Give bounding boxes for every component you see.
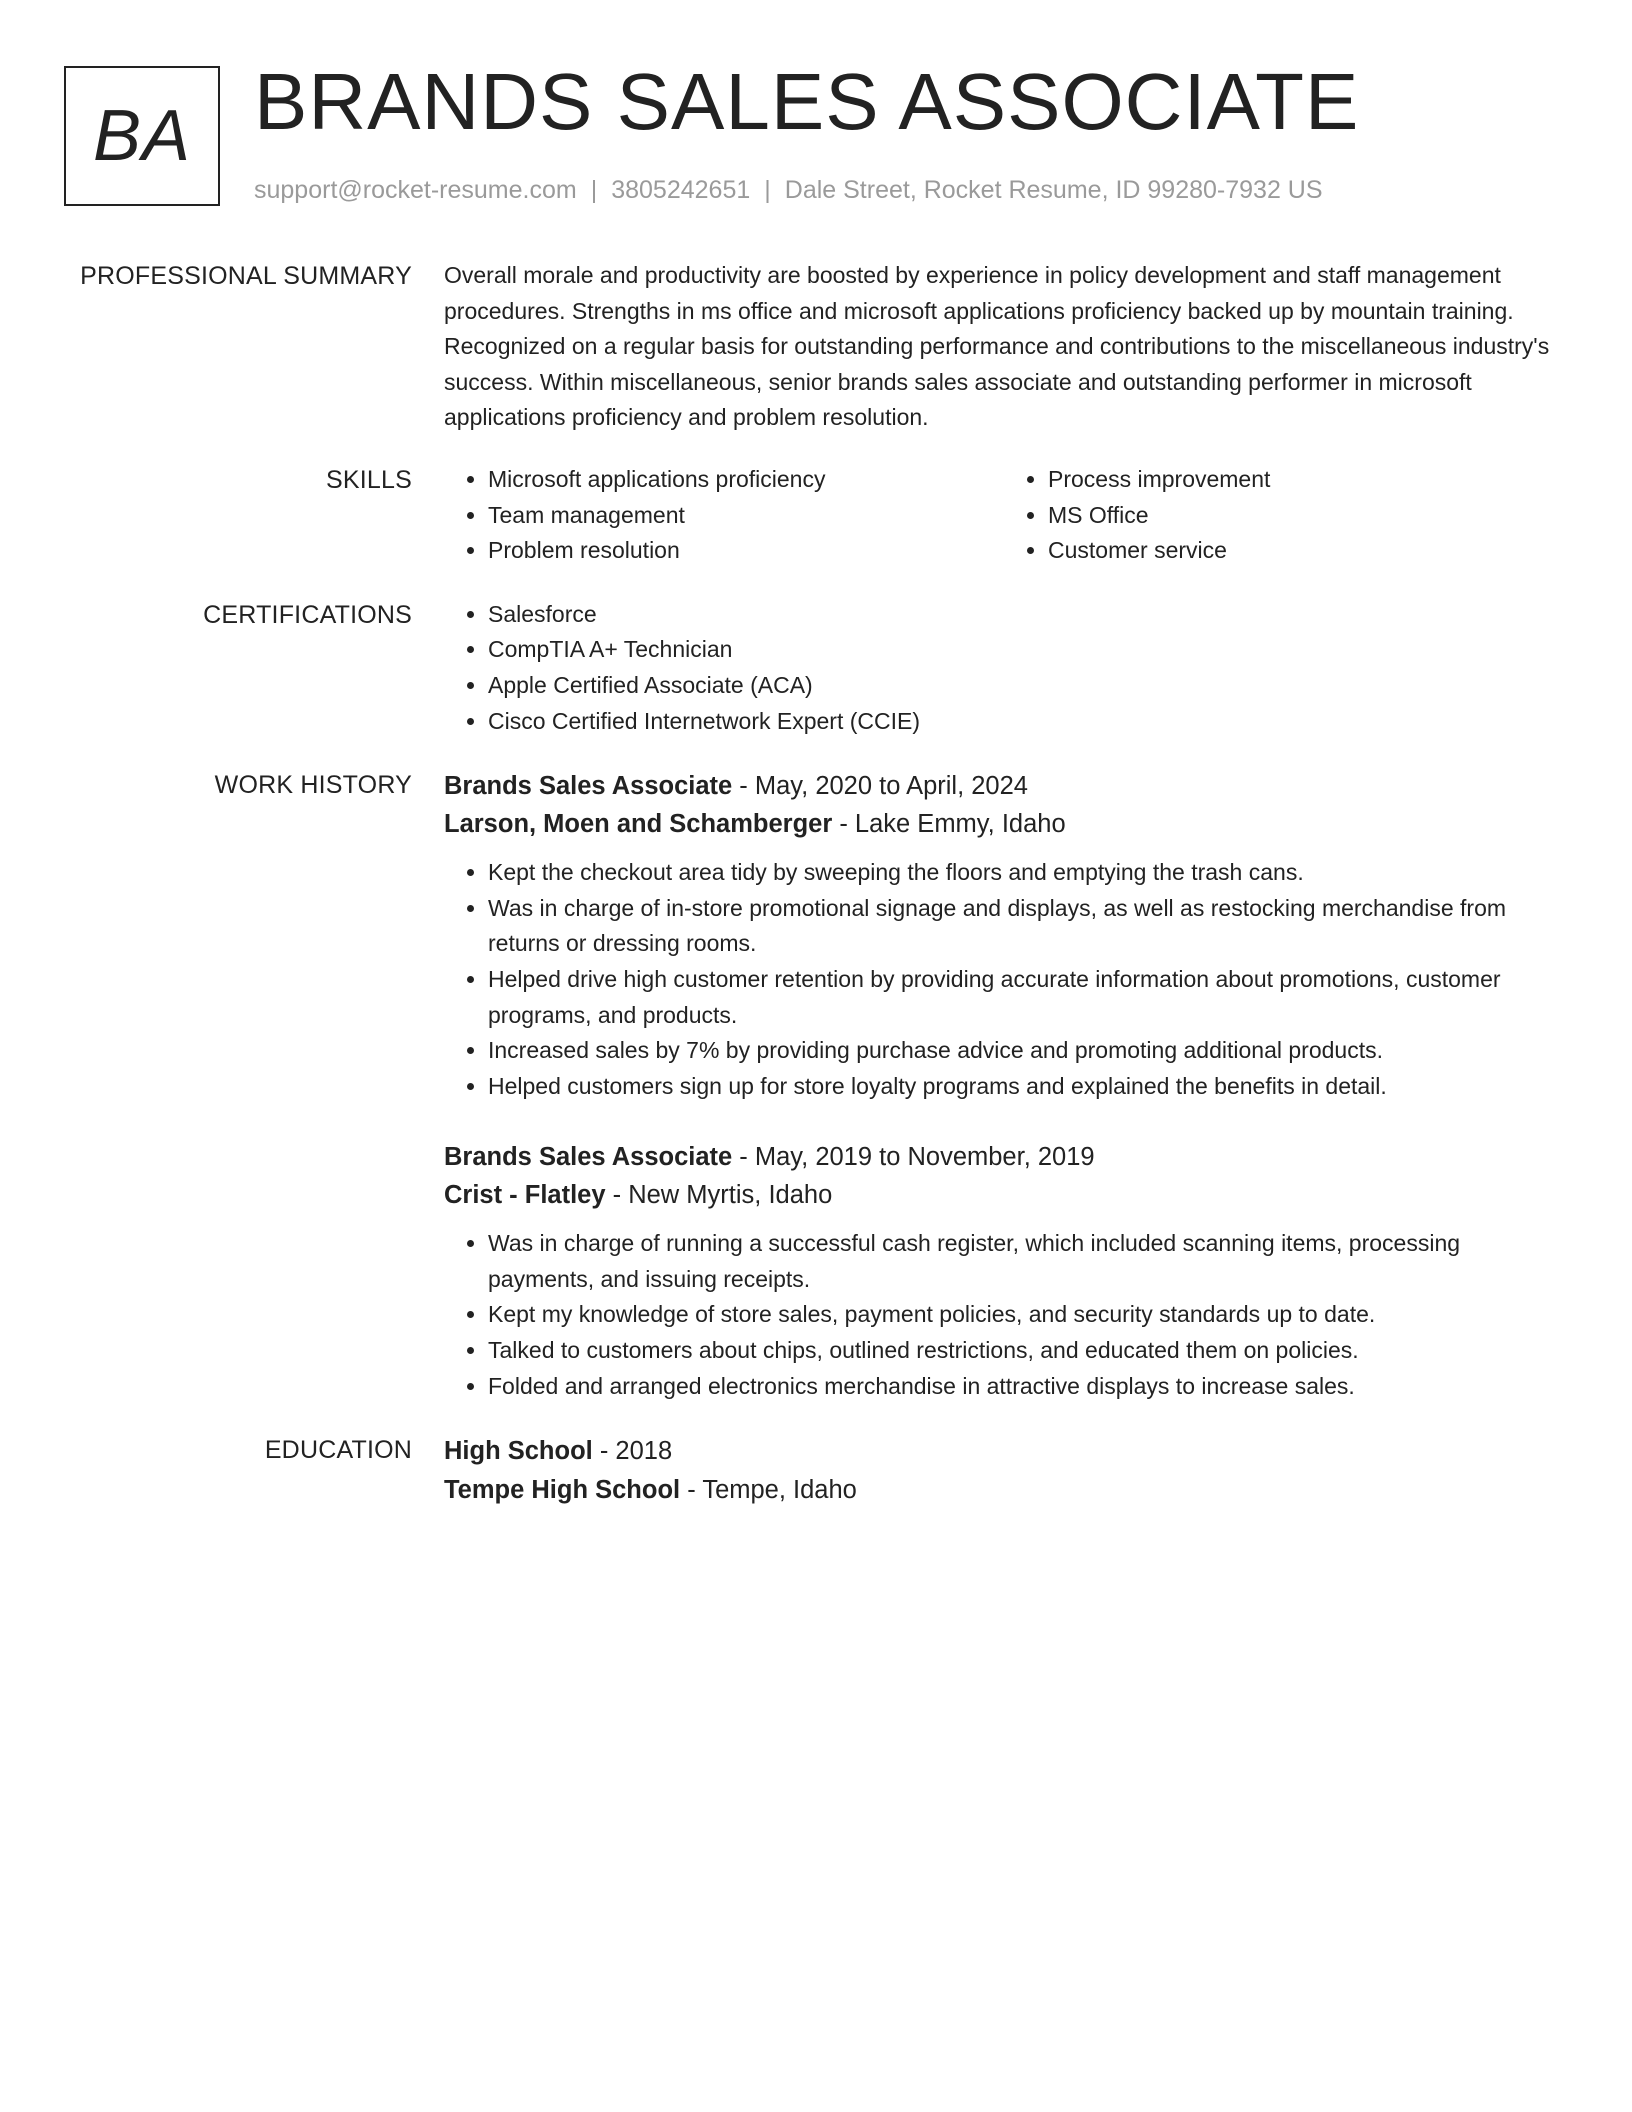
job-duty: • Kept my knowledge of store sales, payment policies, and security standards up to date. — [488, 1297, 1564, 1333]
skills-list-left — [444, 462, 1004, 569]
education-section — [0, 1432, 1632, 1509]
skills-section — [0, 462, 1632, 569]
work-history-heading: WORK HISTORY — [214, 771, 412, 800]
education-year: - 2018 — [592, 1437, 673, 1466]
job-company-line — [444, 1176, 1564, 1214]
certifications-body — [444, 597, 1564, 739]
job-dates: - May, 2019 to November, 2019 — [732, 1143, 1095, 1172]
summary-section — [0, 258, 1632, 436]
job-entry — [444, 767, 1564, 1104]
summary-text: Overall morale and productivity are boosted by experience in policy development and staff management procedures. Strengths in ms office and microsoft applications proficiency backed up by mountain training. Recognized on a regular basis for outstanding performance and contributions to the miscellaneous industry's success. Within miscellaneous, senior brands sales associate and outstanding performer in microsoft applications proficiency and problem resolution. — [444, 262, 1550, 431]
education-heading: EDUCATION — [264, 1436, 412, 1465]
contact-phone[interactable]: 3805242651 — [611, 176, 751, 204]
skill-item: • MS Office — [1048, 498, 1564, 534]
skill-item: • Microsoft applications proficiency — [488, 462, 1004, 498]
skill-item: • Problem resolution — [488, 533, 1004, 569]
job-title-line — [444, 767, 1564, 805]
education-school-line — [444, 1471, 1564, 1510]
certifications-heading: CERTIFICATIONS — [203, 600, 412, 629]
job-title: Brands Sales Associate — [444, 772, 733, 801]
resume-content — [0, 258, 1632, 1539]
certification-item: • Salesforce — [488, 597, 1564, 633]
job-location: - New Myrtis, Idaho — [605, 1181, 833, 1210]
job-duty: • Was in charge of running a successful cash register, which included scanning items, processing payments, and issuing receipts. — [488, 1226, 1564, 1297]
monogram-initials: BA — [92, 96, 192, 176]
summary-heading: PROFESSIONAL SUMMARY — [80, 262, 412, 290]
education-school: Tempe High School — [444, 1475, 681, 1504]
skills-heading: SKILLS — [326, 465, 412, 494]
skill-item: • Customer service — [1048, 533, 1564, 569]
job-duties-list — [444, 855, 1564, 1104]
certification-item: • Cisco Certified Internetwork Expert (CCIE) — [488, 704, 1564, 740]
work-history-body — [444, 767, 1564, 1404]
skills-list-right — [1004, 462, 1564, 569]
certifications-list — [444, 597, 1564, 739]
job-duty: • Was in charge of in-store promotional signage and displays, as well as restocking merchandise from returns or dressing rooms. — [488, 891, 1564, 962]
job-title: Brands Sales Associate — [444, 1143, 733, 1172]
skills-body — [444, 462, 1564, 569]
certification-item: • CompTIA A+ Technician — [488, 632, 1564, 668]
job-company: Crist - Flatley — [444, 1181, 606, 1210]
job-duty: • Talked to customers about chips, outlined restrictions, and educated them on policies. — [488, 1333, 1564, 1369]
job-location: - Lake Emmy, Idaho — [832, 810, 1066, 839]
education-location: - Tempe, Idaho — [680, 1475, 857, 1504]
job-entry — [444, 1138, 1564, 1404]
job-duty: • Helped drive high customer retention by providing accurate information about promotions, customer programs, and products. — [488, 962, 1564, 1033]
education-degree: High School — [444, 1437, 593, 1466]
contact-address: Dale Street, Rocket Resume, ID 99280-7932 US — [784, 176, 1323, 204]
monogram-box — [64, 66, 220, 206]
education-degree-line — [444, 1432, 1564, 1471]
contact-line — [254, 172, 1323, 208]
education-body — [444, 1432, 1564, 1509]
resume-title: BRANDS SALES ASSOCIATE — [254, 57, 1360, 146]
job-duty: • Increased sales by 7% by providing purchase advice and promoting additional products. — [488, 1033, 1564, 1069]
job-duties-list — [444, 1226, 1564, 1404]
skill-item: • Process improvement — [1048, 462, 1564, 498]
contact-separator: | — [590, 176, 598, 204]
job-duty: • Folded and arranged electronics merchandise in attractive displays to increase sales. — [488, 1369, 1564, 1405]
summary-body — [444, 258, 1564, 436]
job-duty: • Helped customers sign up for store loyalty programs and explained the benefits in detail. — [488, 1069, 1564, 1105]
skill-item: • Team management — [488, 498, 1004, 534]
job-dates: - May, 2020 to April, 2024 — [732, 772, 1028, 801]
job-company: Larson, Moen and Schamberger — [444, 810, 833, 839]
contact-email[interactable]: support@rocket-resume.com — [254, 176, 577, 204]
job-company-line — [444, 805, 1564, 843]
certification-item: • Apple Certified Associate (ACA) — [488, 668, 1564, 704]
contact-separator: | — [764, 176, 771, 204]
job-title-line — [444, 1138, 1564, 1176]
certifications-section — [0, 597, 1632, 739]
work-history-section — [0, 767, 1632, 1404]
job-duty: • Kept the checkout area tidy by sweeping the floors and emptying the trash cans. — [488, 855, 1564, 891]
